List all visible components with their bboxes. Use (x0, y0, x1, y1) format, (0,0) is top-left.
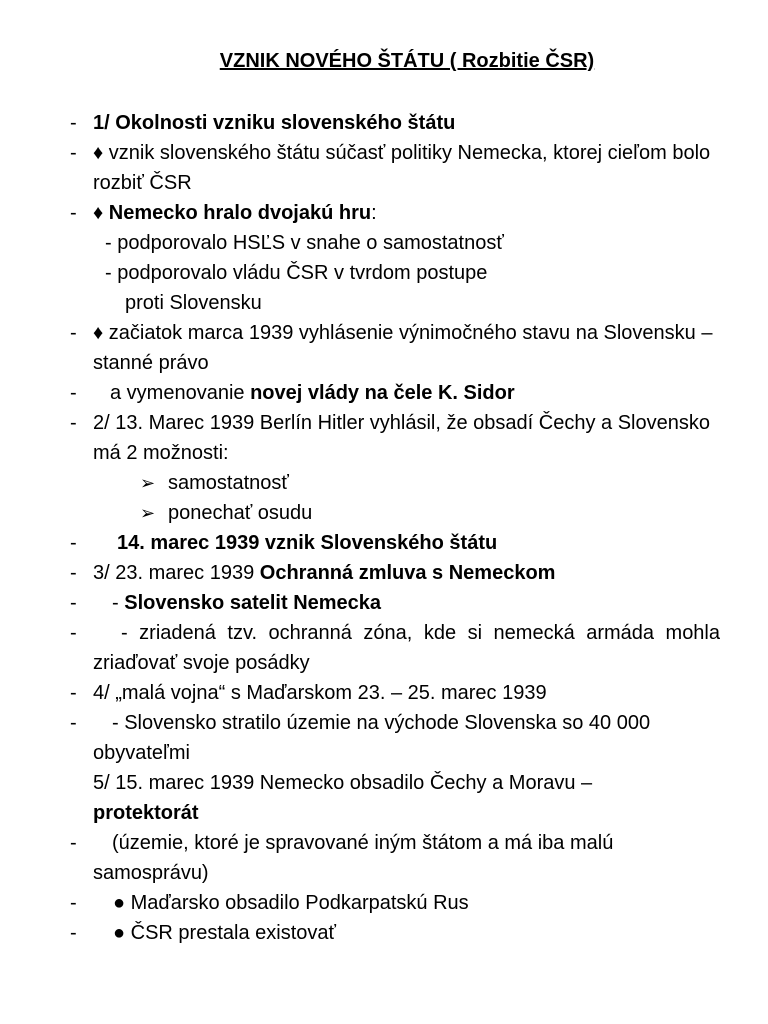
dash-marker: - (70, 142, 77, 164)
list-item-text: : (371, 202, 377, 224)
list-item (0, 318, 768, 378)
dash-marker: - (70, 892, 77, 914)
dash-marker: - (70, 682, 77, 704)
list-item (0, 138, 768, 198)
list-item-text: ● ČSR prestala existovať (113, 922, 336, 944)
dash-marker: - (70, 712, 77, 734)
list-item-text: ● Maďarsko obsadilo Podkarpatskú Rus (113, 892, 469, 914)
list-item (0, 558, 768, 588)
list-item-bold-text: Nemecko hralo dvojakú hru (108, 202, 372, 224)
page-title: VZNIK NOVÉHO ŠTÁTU ( Rozbitie ČSR) (219, 50, 595, 72)
diamond-bullet-icon: ♦ (93, 202, 104, 224)
list-item (0, 198, 768, 228)
list-item-bold-text: Ochranná zmluva s Nemeckom (259, 562, 556, 584)
list-item (0, 768, 768, 828)
list-item (0, 588, 768, 618)
dash-marker: - (70, 562, 77, 584)
list-item (0, 408, 768, 468)
list-item (0, 888, 768, 918)
list-item-text: 5/ 15. marec 1939 Nemecko obsadilo Čechy a Moravu – (93, 772, 593, 794)
list-item-text: 2/ 13. Marec 1939 Berlín Hitler vyhlásil, že obsadí Čechy a Slovensko má 2 možnosti: (93, 412, 710, 464)
dash-marker: - (70, 592, 77, 614)
list-item-text: (územie, ktoré je spravované iným štátom a má iba malú samosprávu) (93, 832, 614, 884)
dash-marker: - (70, 322, 77, 344)
list-item (0, 708, 768, 768)
list-item-bold-text: Slovensko satelit Nemecka (124, 592, 382, 614)
dash-marker: - (70, 202, 77, 224)
list-item-bold-text: protektorát (93, 802, 199, 824)
dash-marker: - (70, 382, 77, 404)
list-item-text: a vymenovanie (110, 382, 245, 404)
list-item (0, 678, 768, 708)
list-item-bold-text: novej vlády na čele K. Sidor (250, 382, 515, 404)
list-subitem: ➢ samostatnosť (93, 468, 720, 498)
diamond-bullet-icon: ♦ (93, 322, 104, 344)
diamond-bullet-icon: ♦ (93, 142, 104, 164)
list-item-bold-text: 14. marec 1939 vznik Slovenského štátu (117, 532, 498, 554)
list-item-text: - Slovensko stratilo územie na východe Slovenska so 40 000 obyvateľmi (93, 712, 651, 764)
dash-marker: - (70, 832, 77, 854)
list-subitem: ➢ ponechať osudu (93, 498, 720, 528)
list-subitem: - podporovalo vládu ČSR v tvrdom postupe (105, 262, 488, 284)
list-item-text: 3/ 23. marec 1939 (93, 562, 255, 584)
section-heading: 1/ Okolnosti vzniku slovenského štátu (93, 112, 456, 134)
list-item-text: 4/ „malá vojna“ s Maďarskom 23. – 25. marec 1939 (93, 682, 547, 704)
list-item (0, 918, 768, 948)
list-item-text: - (112, 592, 119, 614)
dash-marker: - (70, 622, 77, 644)
list-item-text: - zriadená tzv. ochranná zóna, kde si nemecká armáda mohla zriaďovať svoje posádky (93, 622, 720, 674)
arrow-bullet-icon: ➢ (140, 503, 156, 523)
dash-marker: - (70, 412, 77, 434)
document-body (0, 108, 768, 948)
list-item (0, 108, 768, 138)
list-item-text: vznik slovenského štátu súčasť politiky Nemecka, ktorej cieľom bolo rozbiť ČSR (93, 142, 711, 194)
dash-marker: - (70, 922, 77, 944)
dash-marker: - (70, 532, 77, 554)
arrow-bullet-icon: ➢ (140, 473, 156, 493)
list-item (0, 528, 768, 558)
list-subitem: proti Slovensku (125, 292, 262, 314)
list-subitem: - podporovalo HSĽS v snahe o samostatnosť (105, 232, 504, 254)
list-item (0, 618, 768, 678)
list-item-text: začiatok marca 1939 vyhlásenie výnimočného stavu na Slovensku – stanné právo (93, 322, 713, 374)
list-item (0, 378, 768, 408)
dash-marker: - (70, 112, 77, 134)
list-item (0, 828, 768, 888)
